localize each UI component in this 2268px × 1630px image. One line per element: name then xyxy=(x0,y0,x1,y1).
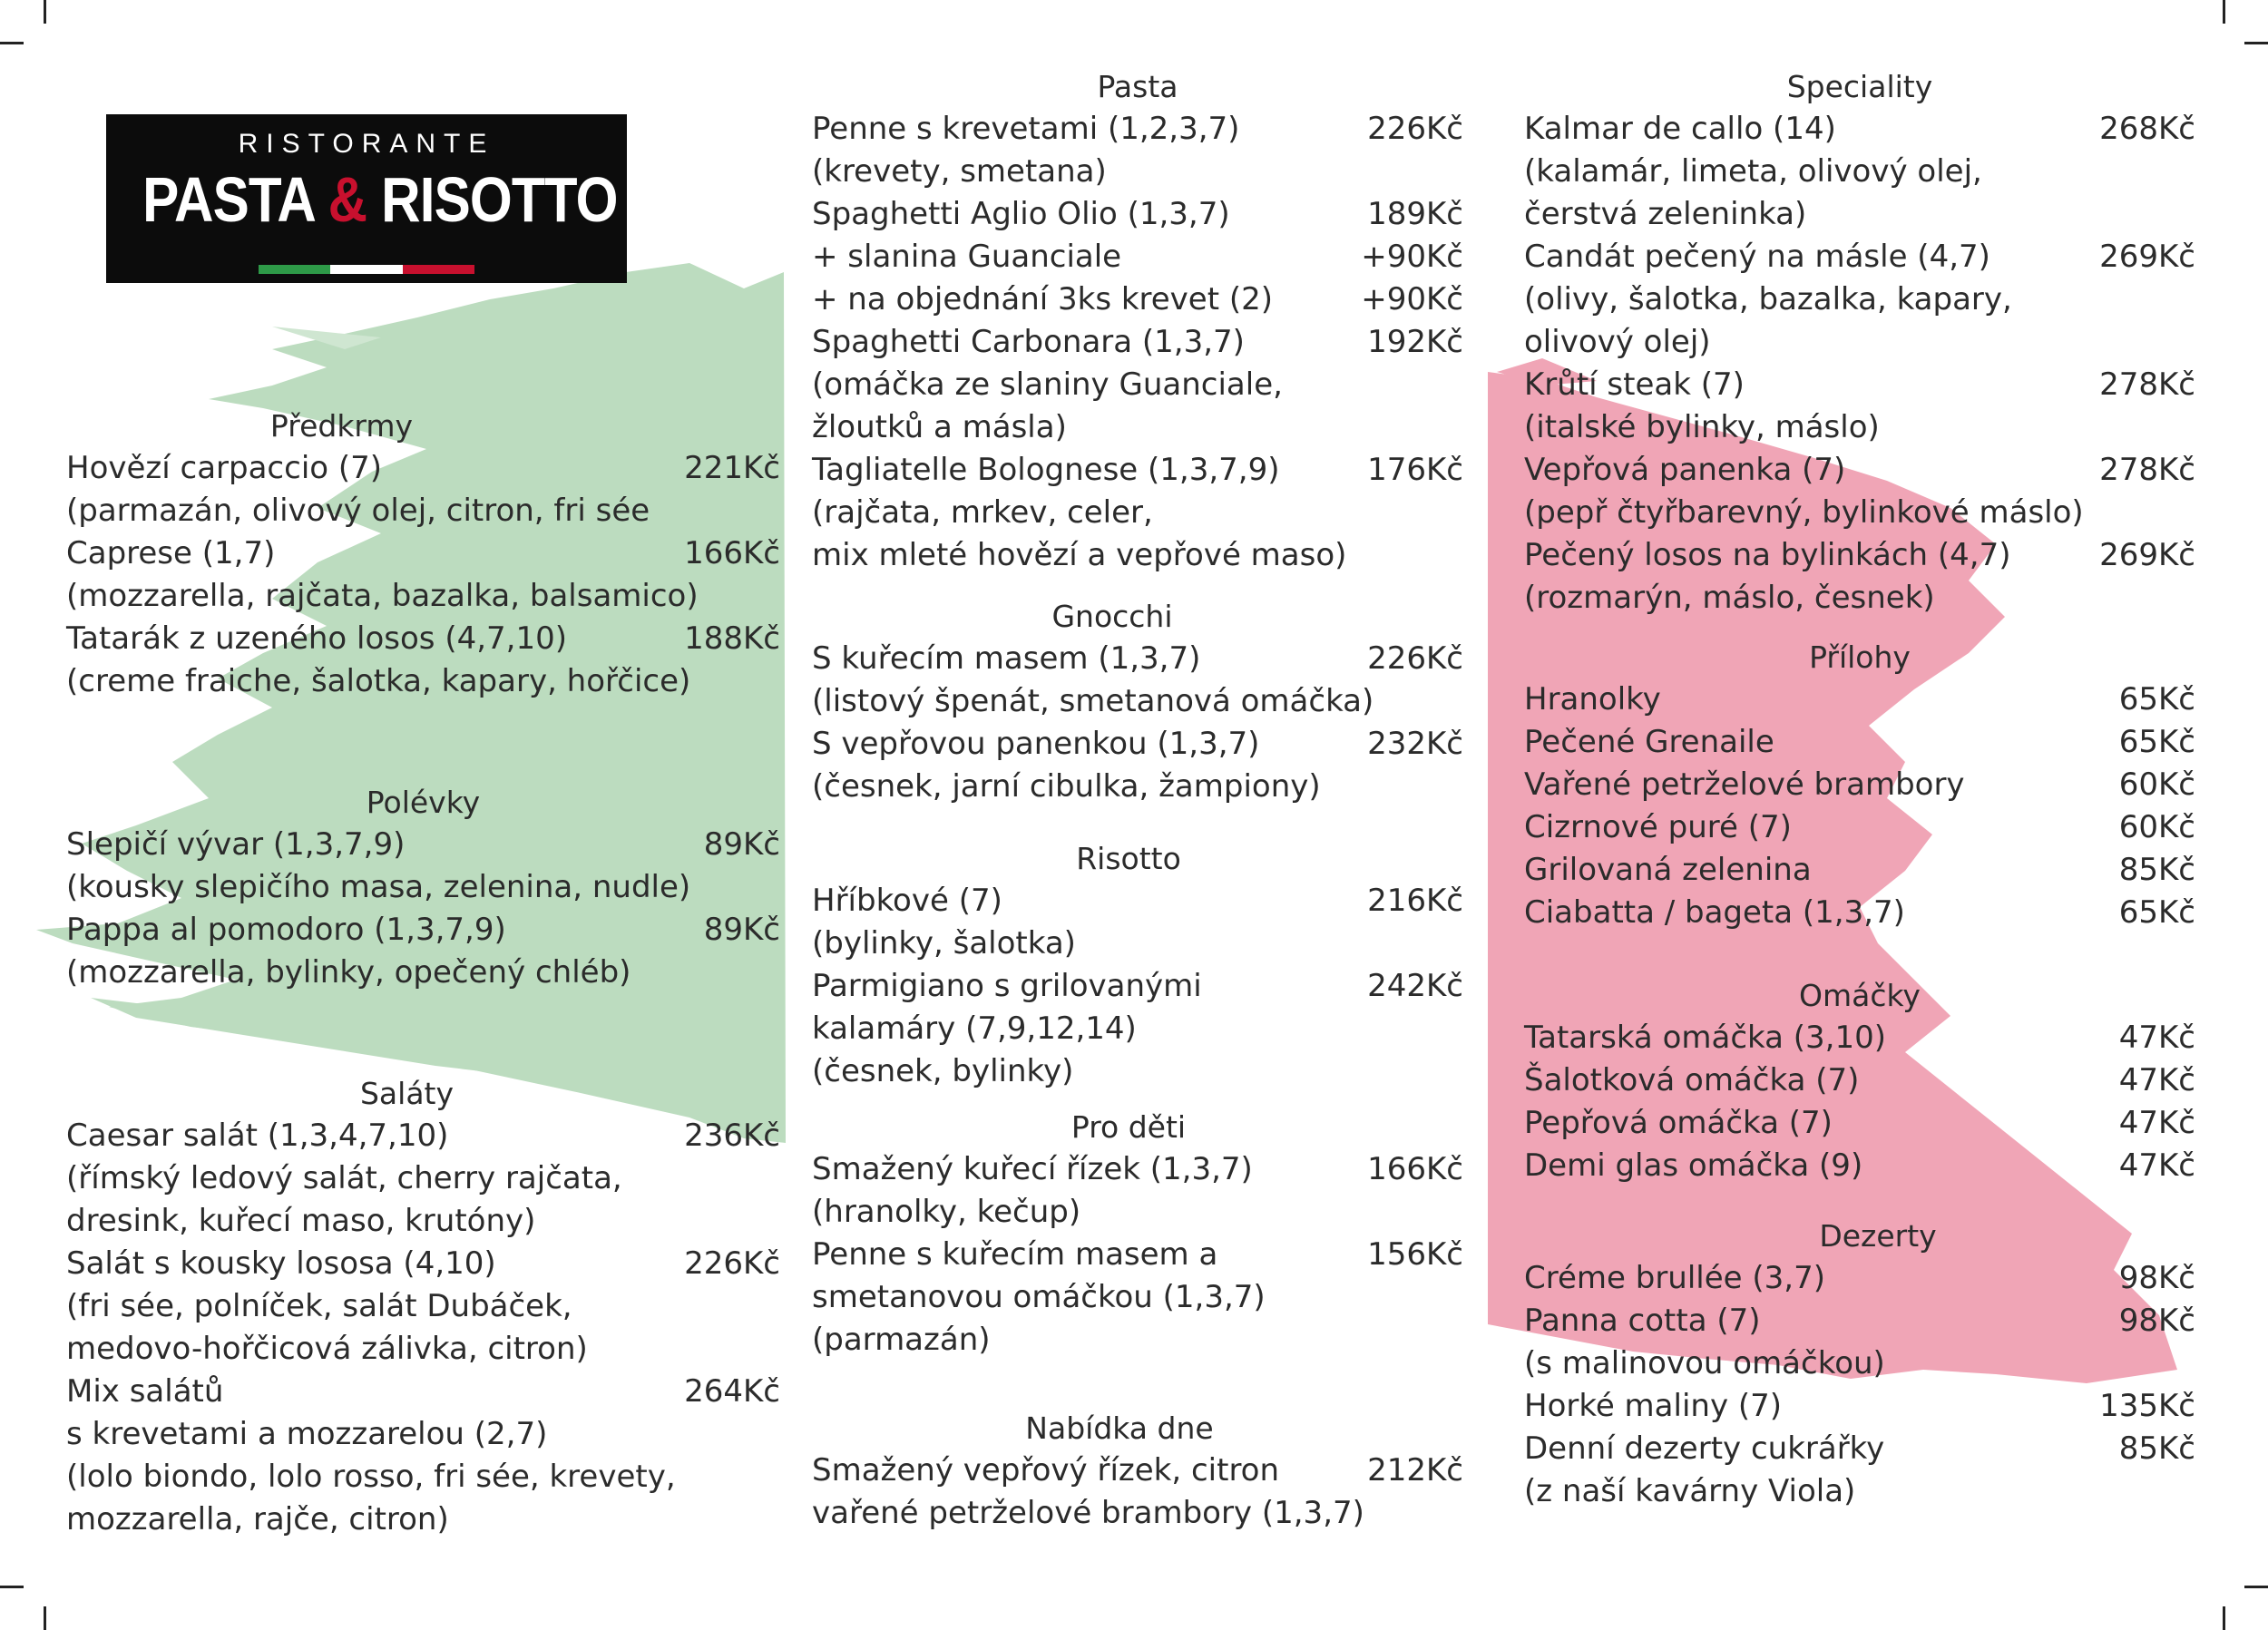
menu-item-description: (mozzarella, bylinky, opečený chléb) xyxy=(66,954,631,991)
menu-item-row xyxy=(1524,534,2195,577)
menu-item-description: (parmazán, olivový olej, citron, fri sée xyxy=(66,493,650,529)
menu-item-name: Hříbkové (7) xyxy=(812,883,1002,919)
menu-item xyxy=(1524,364,2195,449)
menu-item-price: 232Kč xyxy=(1367,726,1463,762)
menu-column-right xyxy=(1524,65,2195,1513)
menu-item-name: Tagliatelle Bolognese (1,3,7,9) xyxy=(812,452,1280,488)
menu-item-description: (listový špenát, smetanová omáčka) xyxy=(812,683,1374,719)
menu-item-price: 269Kč xyxy=(2099,239,2195,275)
crop-mark xyxy=(2223,0,2225,24)
section-title: Nabídka dne xyxy=(1025,1410,1214,1446)
menu-item-description: (fri sée, polníček, salát Dubáček, xyxy=(66,1288,572,1324)
menu-item-price: 47Kč xyxy=(2118,1020,2195,1056)
menu-item-name: Pepřová omáčka (7) xyxy=(1524,1105,1833,1141)
menu-item-description: (česnek, jarní cibulka, žampiony) xyxy=(812,768,1321,805)
menu-item-price: 47Kč xyxy=(2118,1062,2195,1098)
menu-item xyxy=(1524,721,2195,764)
menu-section-risotto xyxy=(812,837,1463,1093)
menu-item xyxy=(812,321,1463,449)
menu-item xyxy=(1524,1059,2195,1102)
menu-item xyxy=(1524,1300,2195,1385)
menu-item xyxy=(812,723,1463,808)
crop-mark xyxy=(44,1606,46,1630)
menu-item xyxy=(812,1449,1463,1535)
menu-item-price: 236Kč xyxy=(684,1118,780,1154)
menu-item-name: Tatarská omáčka (3,10) xyxy=(1524,1020,1886,1056)
menu-item-description: (česnek, bylinky) xyxy=(812,1053,1074,1089)
menu-item-row xyxy=(812,236,1463,278)
italian-flag-stripe xyxy=(259,265,474,274)
menu-item xyxy=(812,278,1463,321)
menu-item xyxy=(812,108,1463,193)
menu-item-price: 98Kč xyxy=(2118,1303,2195,1339)
section-title: Předkrmy xyxy=(269,408,414,444)
menu-item-name: Ciabatta / bageta (1,3,7) xyxy=(1524,894,1905,931)
menu-item-name: Šalotková omáčka (7) xyxy=(1524,1062,1860,1098)
menu-item-row xyxy=(66,447,780,490)
menu-item-row xyxy=(1524,806,2195,849)
menu-column-left xyxy=(66,405,780,1541)
menu-item-row xyxy=(1524,108,2195,151)
menu-item-description: (creme fraiche, šalotka, kapary, hořčice) xyxy=(66,663,691,699)
menu-section-omacky xyxy=(1524,974,2195,1187)
section-title: Risotto xyxy=(1076,841,1181,876)
menu-item-row xyxy=(66,532,780,575)
section-title: Polévky xyxy=(366,785,481,820)
crop-mark xyxy=(0,1586,24,1588)
menu-item-price: 89Kč xyxy=(703,912,780,948)
menu-item-name: Mix salátů xyxy=(66,1373,224,1410)
menu-item-name: Tatarák z uzeného losos (4,7,10) xyxy=(66,620,568,657)
menu-item-row xyxy=(812,449,1463,492)
menu-section-nabidka xyxy=(812,1407,1463,1535)
menu-item-description: (italské bylinky, máslo) xyxy=(1524,409,1880,445)
menu-item-row xyxy=(66,1371,780,1413)
menu-item-row xyxy=(66,909,780,952)
menu-item-name: Caesar salát (1,3,4,7,10) xyxy=(66,1118,449,1154)
menu-item-description: mozzarella, rajče, citron) xyxy=(66,1501,449,1537)
menu-item xyxy=(1524,678,2195,721)
menu-item-description: olivový olej) xyxy=(1524,324,1711,360)
menu-item-name: Vepřová panenka (7) xyxy=(1524,452,1846,488)
menu-item-price: 166Kč xyxy=(1367,1151,1463,1187)
flag-green xyxy=(259,265,330,274)
menu-item-name: Spaghetti Aglio Olio (1,3,7) xyxy=(812,196,1230,232)
menu-item-price: 212Kč xyxy=(1367,1452,1463,1488)
menu-item-name: Spaghetti Carbonara (1,3,7) xyxy=(812,324,1245,360)
menu-item-name: Penne s krevetami (1,2,3,7) xyxy=(812,111,1240,147)
menu-section-predkrmy xyxy=(66,405,780,703)
menu-item-row xyxy=(66,618,780,660)
menu-item-name: Hranolky xyxy=(1524,681,1661,717)
menu-item xyxy=(812,236,1463,278)
menu-item-row xyxy=(812,1449,1463,1492)
menu-item xyxy=(1524,806,2195,849)
menu-item-name: Panna cotta (7) xyxy=(1524,1303,1761,1339)
menu-item-price: 176Kč xyxy=(1367,452,1463,488)
menu-item-row xyxy=(1524,236,2195,278)
menu-item-description: (krevety, smetana) xyxy=(812,153,1107,190)
menu-item-price: 268Kč xyxy=(2099,111,2195,147)
menu-item-name: Smažený kuřecí řízek (1,3,7) xyxy=(812,1151,1253,1187)
menu-item-description: (olivy, šalotka, bazalka, kapary, xyxy=(1524,281,2012,317)
menu-item xyxy=(66,618,780,703)
menu-item-description: (omáčka ze slaniny Guanciale, xyxy=(812,366,1283,403)
menu-item-description: (kalamár, limeta, olivový olej, xyxy=(1524,153,1982,190)
menu-item-price: 135Kč xyxy=(2099,1388,2195,1424)
menu-item xyxy=(1524,764,2195,806)
menu-item-name: Demi glas omáčka (9) xyxy=(1524,1147,1863,1184)
menu-item-row xyxy=(812,965,1463,1008)
menu-item-row xyxy=(1524,1059,2195,1102)
menu-section-speciality xyxy=(1524,65,2195,620)
menu-item-name: Slepičí vývar (1,3,7,9) xyxy=(66,826,406,863)
menu-item-row xyxy=(1524,892,2195,934)
menu-item-name: S vepřovou panenkou (1,3,7) xyxy=(812,726,1260,762)
menu-item xyxy=(66,532,780,618)
menu-item-price: 189Kč xyxy=(1367,196,1463,232)
menu-item-price: 269Kč xyxy=(2099,537,2195,573)
menu-item-name: Vařené petrželové brambory xyxy=(1524,766,1965,803)
menu-item-row xyxy=(1524,1385,2195,1428)
crop-mark xyxy=(0,42,24,44)
menu-item xyxy=(1524,1102,2195,1145)
section-title: Přílohy xyxy=(1809,639,1911,675)
menu-item-row xyxy=(1524,449,2195,492)
menu-item-description: (rozmarýn, máslo, česnek) xyxy=(1524,580,1935,616)
menu-item-price: 216Kč xyxy=(1367,883,1463,919)
menu-item-row xyxy=(1524,764,2195,806)
menu-item-row xyxy=(1524,1102,2195,1145)
menu-item-row xyxy=(1524,849,2195,892)
menu-item-price: 47Kč xyxy=(2118,1147,2195,1184)
menu-item-price: 226Kč xyxy=(1367,640,1463,677)
menu-item xyxy=(1524,849,2195,892)
menu-item-price: 221Kč xyxy=(684,450,780,486)
menu-item-description: žloutků a másla) xyxy=(812,409,1067,445)
menu-item-price: +90Kč xyxy=(1361,281,1463,317)
menu-item xyxy=(1524,534,2195,620)
menu-item-name: Penne s kuřecím masem a xyxy=(812,1236,1218,1273)
crop-mark xyxy=(44,0,46,24)
menu-item-description: čerstvá zeleninka) xyxy=(1524,196,1807,232)
menu-item-description: vařené petrželové brambory (1,3,7) xyxy=(812,1495,1364,1531)
menu-item xyxy=(812,1234,1463,1362)
menu-item-description: kalamáry (7,9,12,14) xyxy=(812,1010,1137,1047)
menu-item xyxy=(66,1243,780,1371)
menu-section-dezerty xyxy=(1524,1215,2195,1513)
menu-item-name: Horké maliny (7) xyxy=(1524,1388,1783,1424)
menu-item xyxy=(812,880,1463,965)
logo-ampersand: & xyxy=(327,164,367,235)
menu-item xyxy=(812,638,1463,723)
menu-item-description: medovo-hořčicová zálivka, citron) xyxy=(66,1331,588,1367)
menu-item-name: Candát pečený na másle (4,7) xyxy=(1524,239,1990,275)
menu-item xyxy=(1524,1385,2195,1428)
menu-item-description: (kousky slepičího masa, zelenina, nudle) xyxy=(66,869,691,905)
menu-item xyxy=(1524,1145,2195,1187)
menu-item-price: 89Kč xyxy=(703,826,780,863)
menu-item-price: 264Kč xyxy=(684,1373,780,1410)
menu-item xyxy=(812,965,1463,1093)
menu-item-name: Krůtí steak (7) xyxy=(1524,366,1745,403)
menu-item-name: Créme brullée (3,7) xyxy=(1524,1260,1825,1296)
menu-item-name: Cizrnové puré (7) xyxy=(1524,809,1792,845)
menu-item-price: 85Kč xyxy=(2118,852,2195,888)
menu-item-description: (hranolky, kečup) xyxy=(812,1194,1081,1230)
menu-item-row xyxy=(66,1243,780,1285)
menu-item xyxy=(66,909,780,994)
menu-section-salaty xyxy=(66,1072,780,1541)
menu-item-price: 192Kč xyxy=(1367,324,1463,360)
logo-title xyxy=(142,163,618,236)
menu-item-row xyxy=(66,1115,780,1157)
menu-item xyxy=(1524,449,2195,534)
menu-item-name: S kuřecím masem (1,3,7) xyxy=(812,640,1201,677)
menu-item-description: (lolo biondo, lolo rosso, fri sée, krevety, xyxy=(66,1459,676,1495)
menu-item-name: Salát s kousky lososa (4,10) xyxy=(66,1245,496,1282)
menu-item-description: mix mleté hovězí a vepřové maso) xyxy=(812,537,1347,573)
menu-item xyxy=(812,193,1463,236)
menu-item xyxy=(66,824,780,909)
section-title: Speciality xyxy=(1786,69,1933,104)
menu-item-name: Caprese (1,7) xyxy=(66,535,276,571)
menu-section-gnocchi xyxy=(812,595,1463,808)
crop-mark xyxy=(2244,42,2268,44)
menu-item-name: Kalmar de callo (14) xyxy=(1524,111,1836,147)
menu-item-price: 60Kč xyxy=(2118,809,2195,845)
menu-item-description: s krevetami a mozzarelou (2,7) xyxy=(66,1416,548,1452)
menu-item-row xyxy=(1524,1017,2195,1059)
restaurant-logo xyxy=(106,114,627,283)
menu-item-row xyxy=(812,880,1463,922)
section-title: Omáčky xyxy=(1799,978,1921,1013)
menu-item-row xyxy=(812,1148,1463,1191)
menu-item-description: (parmazán) xyxy=(812,1322,991,1358)
menu-item-row xyxy=(812,108,1463,151)
menu-item-row xyxy=(812,1234,1463,1276)
menu-item-price: +90Kč xyxy=(1361,239,1463,275)
logo-subtitle: RISTORANTE xyxy=(238,129,495,159)
menu-item xyxy=(66,447,780,532)
menu-item-description: (pepř čtyřbarevný, bylinkové máslo) xyxy=(1524,494,2084,531)
menu-item-row xyxy=(812,193,1463,236)
menu-item-name: Grilovaná zelenina xyxy=(1524,852,1812,888)
menu-section-polevky xyxy=(66,781,780,994)
menu-section-prilohy xyxy=(1524,636,2195,934)
menu-item-description: (mozzarella, rajčata, bazalka, balsamico) xyxy=(66,578,699,614)
menu-item-price: 60Kč xyxy=(2118,766,2195,803)
section-title: Saláty xyxy=(359,1076,455,1111)
menu-item-description: dresink, kuřecí maso, krutóny) xyxy=(66,1203,536,1239)
menu-item-name: Pappa al pomodoro (1,3,7,9) xyxy=(66,912,506,948)
menu-item-row xyxy=(1524,364,2195,406)
menu-item-row xyxy=(1524,678,2195,721)
menu-item-name: Denní dezerty cukrářky xyxy=(1524,1430,1885,1467)
menu-item-description: (s malinovou omáčkou) xyxy=(1524,1345,1885,1381)
menu-item-description: (rajčata, mrkev, celer, xyxy=(812,494,1153,531)
menu-item-name: Pečené Grenaile xyxy=(1524,724,1774,760)
menu-section-pro-deti xyxy=(812,1106,1463,1362)
menu-item-row xyxy=(1524,1428,2195,1470)
crop-mark xyxy=(2244,1586,2268,1588)
section-title: Pasta xyxy=(1097,69,1178,104)
menu-item-row xyxy=(1524,1145,2195,1187)
menu-item-price: 85Kč xyxy=(2118,1430,2195,1467)
menu-item-description: (římský ledový salát, cherry rajčata, xyxy=(66,1160,622,1196)
menu-item-name: Pečený losos na bylinkách (4,7) xyxy=(1524,537,2011,573)
menu-item-price: 65Kč xyxy=(2118,894,2195,931)
menu-item-price: 156Kč xyxy=(1367,1236,1463,1273)
menu-item-price: 226Kč xyxy=(1367,111,1463,147)
menu-item-row xyxy=(812,638,1463,680)
menu-item xyxy=(1524,236,2195,364)
flag-red xyxy=(403,265,474,274)
section-title: Gnocchi xyxy=(1051,599,1173,634)
menu-item-row xyxy=(812,321,1463,364)
menu-item-price: 65Kč xyxy=(2118,681,2195,717)
section-title: Dezerty xyxy=(1819,1218,1937,1254)
menu-item-price: 188Kč xyxy=(684,620,780,657)
menu-item-price: 226Kč xyxy=(684,1245,780,1282)
menu-item xyxy=(66,1371,780,1541)
menu-item xyxy=(812,449,1463,577)
menu-item-price: 278Kč xyxy=(2099,452,2195,488)
menu-item-name: Smažený vepřový řízek, citron xyxy=(812,1452,1280,1488)
menu-section-pasta xyxy=(812,65,1463,577)
flag-white xyxy=(330,265,402,274)
menu-column-middle xyxy=(812,65,1463,1535)
menu-item-price: 242Kč xyxy=(1367,968,1463,1004)
logo-word-risotto: RISOTTO xyxy=(381,164,618,235)
menu-item xyxy=(1524,1428,2195,1513)
menu-item xyxy=(1524,1017,2195,1059)
menu-item-name: + slanina Guanciale xyxy=(812,239,1122,275)
menu-item-row xyxy=(812,723,1463,766)
menu-item xyxy=(812,1148,1463,1234)
crop-mark xyxy=(2223,1606,2225,1630)
menu-item-name: Hovězí carpaccio (7) xyxy=(66,450,383,486)
menu-item-price: 47Kč xyxy=(2118,1105,2195,1141)
menu-item-row xyxy=(1524,721,2195,764)
menu-item-name: Parmigiano s grilovanými xyxy=(812,968,1202,1004)
section-title: Pro děti xyxy=(1070,1109,1187,1145)
menu-item-name: + na objednání 3ks krevet (2) xyxy=(812,281,1274,317)
menu-item-price: 166Kč xyxy=(684,535,780,571)
menu-item-row xyxy=(812,278,1463,321)
menu-item-row xyxy=(1524,1300,2195,1342)
menu-item-price: 98Kč xyxy=(2118,1260,2195,1296)
menu-item xyxy=(1524,1257,2195,1300)
menu-item-price: 65Kč xyxy=(2118,724,2195,760)
menu-item xyxy=(1524,108,2195,236)
menu-item-description: (z naší kavárny Viola) xyxy=(1524,1473,1856,1509)
logo-word-pasta: PASTA xyxy=(142,164,314,235)
menu-item-row xyxy=(1524,1257,2195,1300)
menu-item-price: 278Kč xyxy=(2099,366,2195,403)
menu-item xyxy=(1524,892,2195,934)
menu-item-description: (bylinky, šalotka) xyxy=(812,925,1076,961)
menu-item-row xyxy=(66,824,780,866)
menu-item-description: smetanovou omáčkou (1,3,7) xyxy=(812,1279,1266,1315)
menu-item xyxy=(66,1115,780,1243)
